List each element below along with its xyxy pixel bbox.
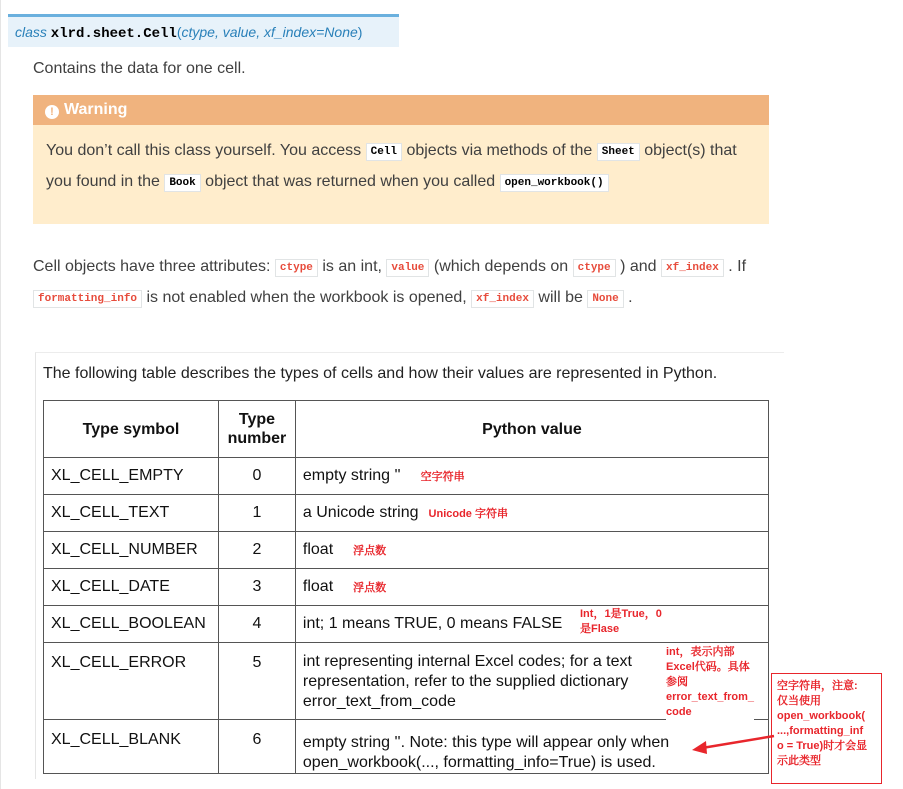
type-symbol-cell: XL_CELL_EMPTY [44, 458, 219, 495]
warning-text: object that was returned when you called [200, 173, 500, 190]
python-value-cell [295, 458, 768, 495]
type-number-cell: 3 [218, 569, 295, 606]
code-cell: Cell [366, 143, 402, 161]
warning-text: object(s) that you found in the [46, 142, 737, 190]
python-value-line: int representing internal Excel codes; for a text [302, 653, 632, 670]
annotation-line: error_text_from_ [666, 691, 755, 703]
python-value-line: open_workbook(..., formatting_info=True) is used. [302, 754, 656, 771]
table-header-row [44, 401, 769, 458]
warning-admonition [33, 95, 769, 224]
code-ctype: ctype [573, 259, 616, 277]
type-number-cell: 6 [218, 720, 295, 774]
annotation-line: Excel代码。具体 [666, 661, 750, 673]
type-symbol-cell: XL_CELL_NUMBER [44, 532, 219, 569]
annotation-line: code [666, 706, 692, 718]
python-value-line: representation, refer to the supplied dictionary [302, 673, 629, 690]
annotation-line: ...,formatting_inf [777, 725, 864, 737]
warning-text: objects via methods of the [402, 142, 597, 159]
code-xf-index: xf_index [661, 259, 724, 277]
class-signature [8, 14, 399, 47]
annotation-note: 浮点数 [353, 582, 387, 594]
type-symbol-cell: XL_CELL_ERROR [44, 643, 219, 720]
python-value-cell [295, 532, 768, 569]
attributes-text: (which depends on [429, 258, 573, 275]
annotation-note: 浮点数 [353, 545, 387, 557]
code-none: None [587, 290, 623, 308]
exclamation-circle-icon: ! [45, 105, 59, 119]
annotation-note-boolean [580, 607, 662, 637]
header-python-value: Python value [295, 401, 768, 458]
python-value-text: float [302, 541, 334, 558]
python-value-line: error_text_from_code [302, 693, 456, 710]
header-type-number-line: Type [238, 411, 276, 428]
python-value-cell [295, 569, 768, 606]
annotation-box-blank [771, 673, 882, 784]
annotation-line: 参阅 [666, 676, 688, 688]
warning-body [33, 125, 769, 198]
header-type-number-line: number [227, 430, 287, 447]
annotation-note: 空字符串 [420, 471, 465, 483]
attributes-text: Cell objects have three attributes: [33, 258, 275, 275]
attributes-text: is not enabled when the workbook is opened, [142, 289, 472, 306]
class-description: Contains the data for one cell. [33, 60, 246, 77]
type-symbol-cell: XL_CELL_BOOLEAN [44, 606, 219, 643]
cell-types-table [43, 400, 769, 774]
annotation-line: Int，1是True，0 [580, 608, 662, 620]
warning-title-bar [33, 95, 769, 125]
code-book: Book [164, 174, 200, 192]
table-row [44, 569, 769, 606]
type-symbol-cell: XL_CELL_DATE [44, 569, 219, 606]
code-xf-index: xf_index [471, 290, 534, 308]
code-formatting-info: formatting_info [33, 290, 142, 308]
python-value-cell: int; 1 means TRUE, 0 means FALSE [295, 606, 768, 643]
annotation-arrow-icon [690, 728, 780, 758]
header-type-symbol: Type symbol [44, 401, 219, 458]
type-symbol-cell: XL_CELL_TEXT [44, 495, 219, 532]
python-value-text: float [302, 578, 334, 595]
annotation-line: 是Flase [580, 623, 620, 635]
class-params: ctype, value, xf_index=None [181, 24, 358, 40]
code-sheet: Sheet [597, 143, 640, 161]
header-type-number [218, 401, 295, 458]
type-number-cell: 0 [218, 458, 295, 495]
python-value-text: empty string '' [302, 467, 401, 484]
table-row [44, 643, 769, 720]
type-symbol-cell: XL_CELL_BLANK [44, 720, 219, 774]
table-row [44, 532, 769, 569]
annotation-line: 仅当使用 [777, 695, 821, 707]
class-keyword: class [15, 24, 47, 40]
python-value-line: empty string ''. Note: this type will appear only when [302, 734, 670, 751]
table-row [44, 458, 769, 495]
attributes-paragraph [33, 252, 773, 314]
attributes-text: is an int, [317, 258, 387, 275]
type-number-cell: 1 [218, 495, 295, 532]
attributes-text: will be [533, 289, 588, 306]
annotation-line: int，表示内部 [666, 646, 735, 658]
warning-text: You don’t call this class yourself. You access [46, 142, 366, 159]
table-row [44, 495, 769, 532]
annotation-line: 示此类型 [777, 755, 821, 767]
annotation-note-error [666, 645, 754, 720]
table-row [44, 720, 769, 774]
attributes-text: ) and [615, 258, 661, 275]
type-number-cell: 2 [218, 532, 295, 569]
code-ctype: ctype [275, 259, 318, 277]
attributes-text: . [623, 289, 633, 306]
python-value-cell [295, 495, 768, 532]
signature-open-paren: ( [176, 24, 182, 40]
type-number-cell: 5 [218, 643, 295, 720]
annotation-line: o = True)时才会显 [777, 740, 868, 752]
attributes-text: . If [723, 258, 747, 275]
code-open-workbook: open_workbook() [500, 174, 609, 192]
python-value-text: a Unicode string [302, 504, 419, 521]
warning-title: Warning [64, 101, 128, 118]
signature-close-paren: ) [357, 24, 363, 40]
table-caption: The following table describes the types of cells and how their values are represented in Python. [43, 365, 718, 382]
annotation-note: Unicode 字符串 [428, 508, 508, 520]
class-name: xlrd.sheet.Cell [50, 26, 177, 42]
annotation-line: open_workbook( [777, 710, 866, 722]
code-value: value [386, 259, 429, 277]
type-number-cell: 4 [218, 606, 295, 643]
annotation-line: 空字符串，注意: [777, 680, 858, 692]
